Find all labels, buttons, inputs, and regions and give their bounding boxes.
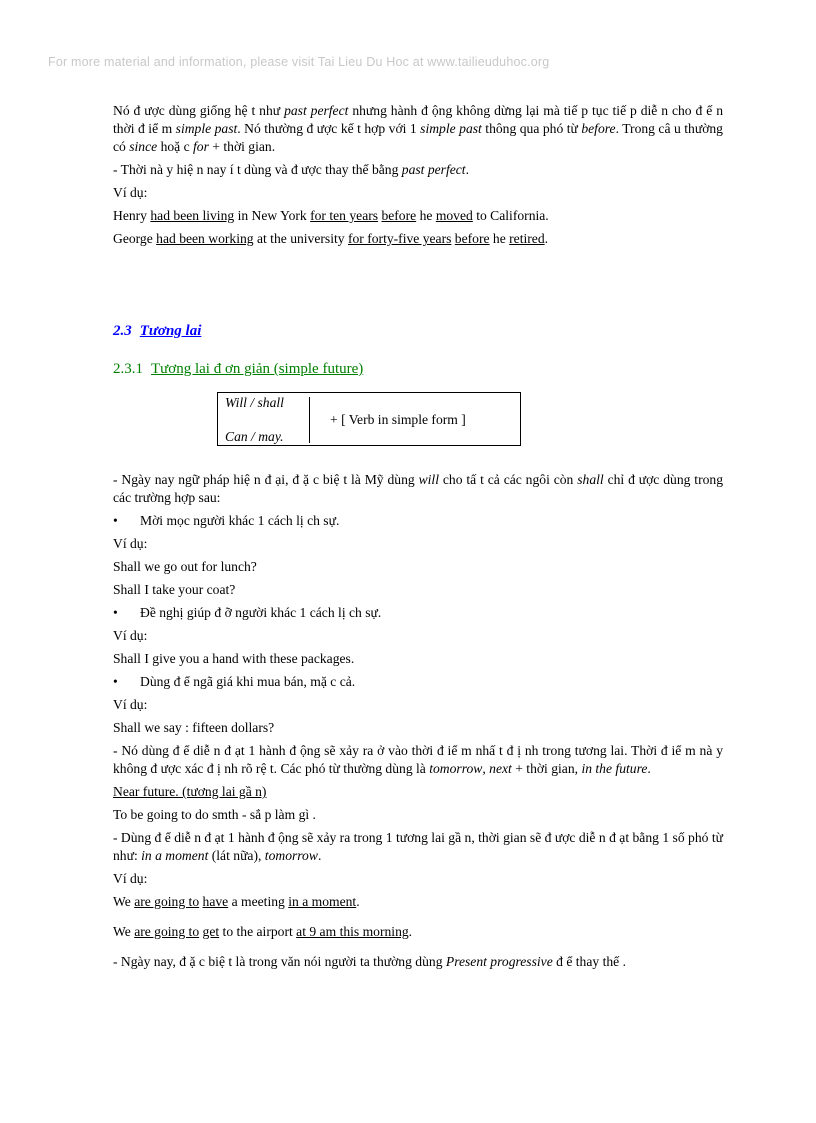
paragraph <box>113 742 723 778</box>
subsection-heading <box>113 360 723 378</box>
example-sentence <box>113 230 723 248</box>
example-sentence: Shall I give you a hand with these packages. <box>113 651 355 666</box>
example-label: Ví dụ: <box>113 871 148 886</box>
example-label: Ví dụ: <box>113 628 148 643</box>
text: he <box>489 231 510 246</box>
text: We <box>113 924 135 939</box>
underlined-text: Near future. (tương lai gầ n) <box>113 784 267 799</box>
underlined-text: at 9 am this morning <box>296 924 409 939</box>
spacer <box>113 340 723 360</box>
underlined-text: get <box>202 924 220 939</box>
spacer <box>113 446 723 471</box>
example-sentence: Shall we go out for lunch? <box>113 559 257 574</box>
list-item <box>113 604 723 622</box>
text: George <box>113 231 157 246</box>
underlined-text: moved <box>435 208 473 223</box>
bullet-icon: • <box>113 674 118 689</box>
term-simple-past: simple past <box>420 121 482 136</box>
example-label: Ví dụ: <box>113 185 148 200</box>
text: . <box>356 894 360 909</box>
paragraph: To be going to do smth - sắ p làm gì . <box>113 807 316 822</box>
text: Nó đ ược dùng giống hệ t như <box>113 103 285 118</box>
term-since: since <box>129 139 158 154</box>
underlined-text: for ten years <box>310 208 379 223</box>
underlined-text: in a moment <box>288 894 357 909</box>
term-for: for <box>193 139 209 154</box>
section-heading <box>113 322 723 340</box>
bullet-icon: • <box>113 513 118 528</box>
list-item-text: Đề nghị giúp đ ỡ người khác 1 cách lị ch sự. <box>140 605 382 620</box>
underlined-text: had been working <box>156 231 254 246</box>
text: hoặ c <box>157 139 194 154</box>
term-past-perfect: past perfect <box>401 162 466 177</box>
page-content <box>113 102 723 976</box>
text: We <box>113 894 135 909</box>
text: . <box>317 848 322 863</box>
bullet-icon: • <box>113 605 118 620</box>
text: + thời gian, <box>511 761 582 776</box>
text: in New York <box>234 208 311 223</box>
paragraph <box>113 471 723 507</box>
underlined-text: before <box>454 231 490 246</box>
example-sentence: Shall I take your coat? <box>113 582 236 597</box>
text: . <box>647 761 651 776</box>
text: he <box>416 208 436 223</box>
term-tomorrow: tomorrow <box>429 761 483 776</box>
example-label: Ví dụ: <box>113 536 148 551</box>
text: . Nó thường đ ược kế t hợp với 1 <box>237 121 421 136</box>
list-item-text: Mời mọc người khác 1 cách lị ch sự. <box>140 513 340 528</box>
text: Henry <box>113 208 151 223</box>
text: - Ngày nay, đ ặ c biệ t là trong văn nói người ta thường dùng <box>113 954 446 969</box>
list-item-text: Dùng đ ể ngã giá khi mua bán, mặ c cả. <box>140 674 356 689</box>
list-item <box>113 512 723 530</box>
section-number: 2.3 <box>113 323 132 339</box>
text: nhưng hành đ ộng không dừng lại mà tiế p tục tiế p diễ n cho đ ế n thời đ iể m <box>113 103 723 136</box>
text: . Trong câ u thường có <box>113 121 723 154</box>
term-next: next <box>489 761 512 776</box>
term-before: before <box>581 121 616 136</box>
paragraph <box>113 161 723 179</box>
text: . <box>544 231 549 246</box>
text: (lát nữa), <box>208 848 265 863</box>
text: at the university <box>253 231 348 246</box>
underlined-text: had been living <box>150 208 235 223</box>
formula-box <box>217 392 521 446</box>
formula-divider <box>309 397 310 443</box>
list-item <box>113 673 723 691</box>
subsection-title-link[interactable]: Tương lai đ ơn giản (simple future) <box>151 361 364 377</box>
formula-modal-line1: Will / shall <box>225 395 284 410</box>
term-simple-past: simple past <box>175 121 238 136</box>
term-in-a-moment: in a moment <box>141 848 209 863</box>
subsection-number: 2.3.1 <box>113 361 143 377</box>
example-label: Ví dụ: <box>113 697 148 712</box>
underlined-text: have <box>202 894 229 909</box>
term-in-the-future: in the future <box>581 761 648 776</box>
underlined-text: for forty-five years <box>347 231 452 246</box>
example-sentence <box>113 893 723 911</box>
term-will: will <box>418 472 439 487</box>
formula-modal-line2: Can / may. <box>225 429 284 444</box>
text: a meeting <box>228 894 289 909</box>
text: - Ngày nay ngữ pháp hiệ n đ ại, đ ặ c biệ t là Mỹ dùng <box>113 472 419 487</box>
paragraph <box>113 953 723 971</box>
paragraph <box>113 102 723 156</box>
term-shall: shall <box>577 472 604 487</box>
text: , <box>482 761 490 776</box>
underlined-text: before <box>381 208 417 223</box>
text: - Thời nà y hiệ n nay í t dùng và đ ược thay thế bằng <box>113 162 402 177</box>
watermark: For more material and information, please visit Tai Lieu Du Hoc at www.tailieuduhoc.org <box>48 55 550 69</box>
example-sentence <box>113 923 723 941</box>
paragraph <box>113 829 723 865</box>
text: đ ể thay thế . <box>552 954 626 969</box>
text: chỉ đ ược dùng trong các trường hợp sau: <box>113 472 723 505</box>
text: + thời gian. <box>208 139 276 154</box>
text: - Dùng đ ể diễ n đ ạt 1 hành đ ộng sẽ xảy ra trong 1 tương lai gầ n, thời gian sẽ đ ược diễ n đ ạt bằng 1 số phó từ như: <box>113 830 723 863</box>
term-present-progressive: Present progressive <box>445 954 553 969</box>
underlined-text: are going to <box>134 894 200 909</box>
formula-text: + [ Verb in simple form ] <box>330 412 466 427</box>
underlined-text: are going to <box>134 924 200 939</box>
example-sentence <box>113 207 723 225</box>
term-tomorrow: tomorrow <box>264 848 318 863</box>
subheading-near-future <box>113 783 723 801</box>
text: . <box>465 162 469 177</box>
example-sentence: Shall we say : fifteen dollars? <box>113 720 275 735</box>
underlined-text: retired <box>509 231 545 246</box>
text: thông qua phó từ <box>481 121 582 136</box>
text: cho tấ t cả các ngôi còn <box>438 472 578 487</box>
text: to the airport <box>219 924 297 939</box>
spacer <box>113 253 723 322</box>
section-title-link[interactable]: Tương lai <box>139 323 202 339</box>
text: - Nó dùng đ ể diễ n đ ạt 1 hành đ ộng sẽ xảy ra ở vào thời đ iể m nhấ t đ ị nh trong tương lai. Thời đ iể m nà y không đ ược xác đ ị nh rõ rệ t. Các phó từ thường dùng là <box>113 743 723 776</box>
term-past-perfect: past perfect <box>284 103 349 118</box>
text: . <box>408 924 413 939</box>
text: to California. <box>472 208 549 223</box>
spacer <box>113 378 723 392</box>
